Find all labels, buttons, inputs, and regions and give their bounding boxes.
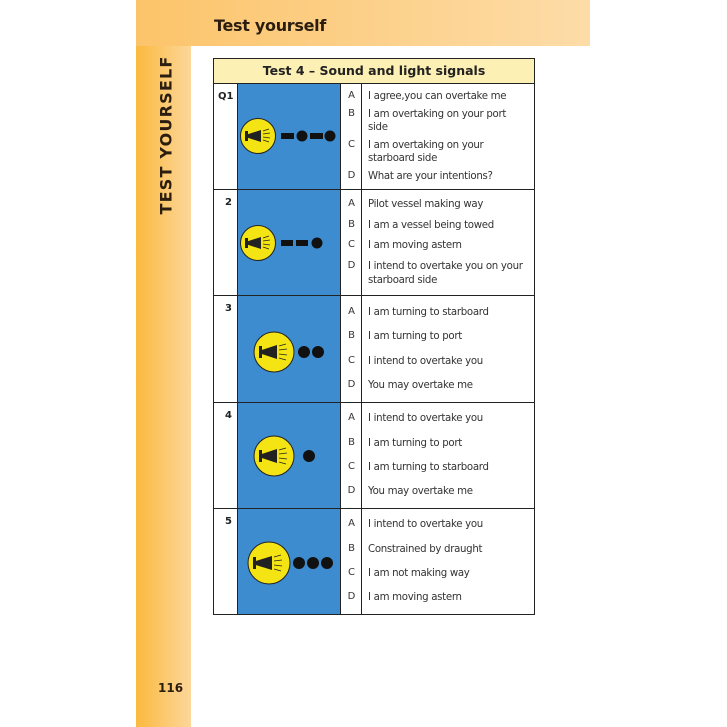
answer-option[interactable] <box>341 591 534 605</box>
horn-icon <box>254 332 294 372</box>
option-letter: D <box>347 260 356 272</box>
answer-option[interactable] <box>341 518 534 532</box>
signal-marks <box>281 238 323 249</box>
question-row <box>214 403 534 509</box>
options <box>341 509 534 614</box>
long-blast-mark <box>281 133 294 139</box>
option-text: I intend to overtake you <box>368 413 483 425</box>
option-letter: A <box>348 197 355 209</box>
signal-image <box>237 190 341 295</box>
page-number: 116 <box>158 681 184 695</box>
answer-option[interactable] <box>341 355 534 369</box>
answer-option[interactable] <box>341 485 534 499</box>
short-blast-mark <box>325 131 336 142</box>
option-text: I agree,you can overtake me <box>368 91 507 102</box>
signal-marks <box>293 557 333 569</box>
option-letter: A <box>348 412 355 424</box>
option-text: I am turning to starboard <box>368 461 489 473</box>
answer-option[interactable] <box>341 260 534 287</box>
signal-marks <box>298 346 324 358</box>
answer-option[interactable] <box>341 306 534 320</box>
answer-option[interactable] <box>341 330 534 344</box>
sidebar-label: TEST YOURSELF <box>156 55 176 215</box>
option-text: I am a vessel being towed <box>368 219 494 231</box>
horn-icon <box>241 226 276 261</box>
horn-icon <box>248 542 290 584</box>
page-title: Test yourself <box>214 16 327 35</box>
option-text: I intend to overtake you on your starboard side <box>368 261 523 286</box>
answer-option[interactable] <box>341 379 534 393</box>
answer-option[interactable] <box>341 437 534 451</box>
options <box>341 190 534 295</box>
option-text: I am turning to port <box>368 331 462 342</box>
option-letter: C <box>348 239 355 251</box>
header-band <box>136 0 590 46</box>
long-blast-mark <box>310 133 323 139</box>
short-blast-mark <box>298 346 310 358</box>
option-letter: A <box>348 90 355 101</box>
answer-option[interactable] <box>341 139 534 166</box>
option-letter: C <box>348 460 355 472</box>
option-letter: B <box>348 436 355 448</box>
answer-option[interactable] <box>341 198 534 212</box>
options <box>341 403 534 508</box>
question-number: 2 <box>225 197 232 208</box>
option-text: I intend to overtake you <box>368 519 483 531</box>
answer-option[interactable] <box>341 90 534 104</box>
question-number: 4 <box>225 410 232 421</box>
option-letter: B <box>348 218 355 230</box>
options <box>341 84 534 189</box>
sound-signal-diagram <box>238 190 342 295</box>
test-table <box>213 58 535 615</box>
short-blast-mark <box>321 557 333 569</box>
option-letter: B <box>348 330 355 341</box>
option-text: You may overtake me <box>368 380 473 391</box>
option-text: What are your intentions? <box>368 170 493 182</box>
answer-option[interactable] <box>341 219 534 233</box>
answer-option[interactable] <box>341 108 534 135</box>
question-row <box>214 509 534 614</box>
answer-option[interactable] <box>341 239 534 253</box>
short-blast-mark <box>293 557 305 569</box>
option-text: I am overtaking on your starboard side <box>368 139 484 164</box>
answer-option[interactable] <box>341 567 534 581</box>
signal-image <box>237 296 341 402</box>
short-blast-mark <box>312 346 324 358</box>
question-number: Q1 <box>218 91 234 102</box>
option-letter: C <box>348 354 355 366</box>
signal-image <box>237 509 341 614</box>
horn-icon <box>241 119 276 154</box>
option-letter: D <box>347 485 356 497</box>
question-row <box>214 84 534 190</box>
long-blast-mark <box>281 240 293 246</box>
option-letter: A <box>348 305 355 317</box>
short-blast-mark <box>307 557 319 569</box>
option-text: I am moving astern <box>368 592 462 604</box>
option-text: I intend to overtake you <box>368 355 483 367</box>
sound-signal-diagram <box>238 296 342 402</box>
long-blast-mark <box>296 240 308 246</box>
answer-option[interactable] <box>341 543 534 557</box>
option-text: I am turning to starboard <box>368 306 489 318</box>
option-letter: A <box>348 518 355 530</box>
table-title: Test 4 – Sound and light signals <box>214 59 534 84</box>
sound-signal-diagram <box>238 403 342 508</box>
answer-option[interactable] <box>341 412 534 426</box>
option-letter: D <box>347 379 356 390</box>
answer-option[interactable] <box>341 461 534 475</box>
signal-image <box>237 403 341 508</box>
option-text: I am turning to port <box>368 437 462 449</box>
option-letter: B <box>348 542 355 554</box>
sound-signal-diagram <box>238 509 342 614</box>
short-blast-mark <box>297 131 308 142</box>
horn-icon <box>254 436 294 476</box>
answer-option[interactable] <box>341 170 534 184</box>
question-number: 3 <box>225 303 232 314</box>
option-text: I am overtaking on your port side <box>368 108 507 133</box>
option-text: I am moving astern <box>368 240 462 252</box>
option-letter: B <box>348 107 355 119</box>
question-row <box>214 190 534 296</box>
option-letter: D <box>347 169 356 181</box>
short-blast-mark <box>312 238 323 249</box>
sound-signal-diagram <box>238 84 342 189</box>
option-text: I am not making way <box>368 567 470 579</box>
signal-marks <box>281 131 336 142</box>
option-text: You may overtake me <box>368 486 473 498</box>
question-row <box>214 296 534 403</box>
option-text: Constrained by draught <box>368 543 483 555</box>
options <box>341 296 534 402</box>
option-text: Pilot vessel making way <box>368 198 484 210</box>
option-letter: D <box>347 591 356 603</box>
option-letter: C <box>348 566 355 578</box>
signal-marks <box>303 450 315 462</box>
option-letter: C <box>348 138 355 150</box>
signal-image <box>237 84 341 189</box>
short-blast-mark <box>303 450 315 462</box>
question-number: 5 <box>225 516 232 527</box>
